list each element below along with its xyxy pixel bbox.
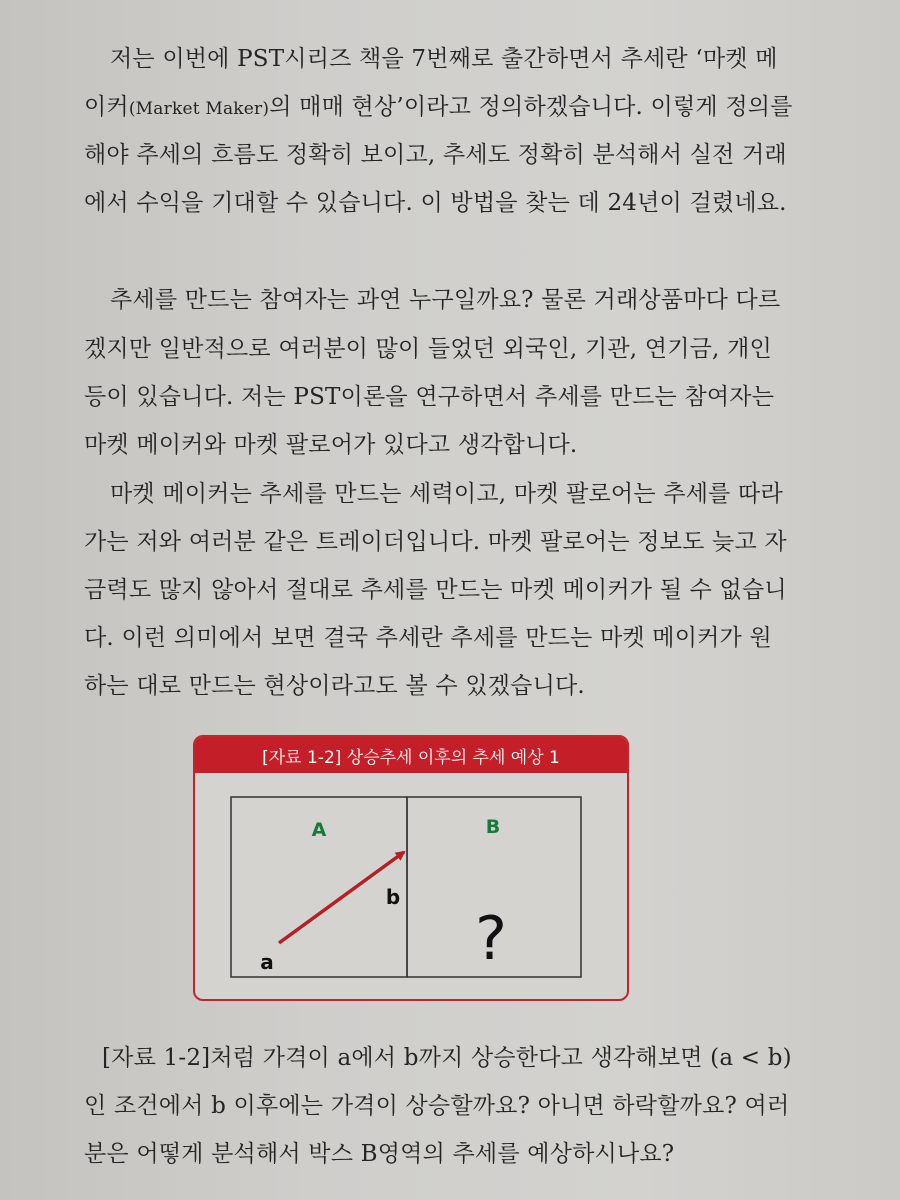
text-line: 하는 대로 만드는 현상이라고도 볼 수 있겠습니다. (84, 673, 585, 699)
text-line: 등이 있습니다. 저는 PST이론을 연구하면서 추세를 만드는 참여자는 (84, 384, 775, 410)
text-line: 다. 이런 의미에서 보면 결국 추세란 추세를 만드는 마켓 메이커가 원 (84, 625, 772, 651)
text-line: 겠지만 일반적으로 여러분이 많이 들었던 외국인, 기관, 연기금, 개인 (84, 336, 772, 362)
text-line: 해야 추세의 흐름도 정확히 보이고, 추세도 정확히 분석해서 실전 거래 (84, 142, 787, 168)
text-span: 이커 (84, 94, 129, 120)
text-line: 추세를 만드는 참여자는 과연 누구일까요? 물론 거래상품마다 다르 (110, 287, 781, 313)
text-line: 분은 어떻게 분석해서 박스 B영역의 추세를 예상하시나요? (84, 1141, 675, 1167)
text-line: [자료 1-2]처럼 가격이 a에서 b까지 상승한다고 생각해보면 (a < b) (102, 1045, 792, 1071)
question-mark: ? (475, 904, 507, 974)
text-line: 금력도 많지 않아서 절대로 추세를 만드는 마켓 메이커가 될 수 없습니 (84, 577, 787, 603)
point-a-label: a (260, 950, 274, 974)
text-line: 마켓 메이커와 마켓 팔로어가 있다고 생각합니다. (84, 432, 578, 458)
text-line: 에서 수익을 기대할 수 있습니다. 이 방법을 찾는 데 24년이 걸렸네요. (84, 190, 787, 216)
box-b-label: B (485, 816, 501, 838)
point-b-label: b (385, 885, 401, 909)
text-line: 가는 저와 여러분 같은 트레이더입니다. 마켓 팔로어는 정보도 늦고 자 (84, 529, 787, 555)
text-line: 인 조건에서 b 이후에는 가격이 상승할까요? 아니면 하락할까요? 여러 (84, 1093, 790, 1119)
text-line: 마켓 메이커는 추세를 만드는 세력이고, 마켓 팔로어는 추세를 따라 (110, 481, 783, 507)
figure-title: [자료 1-2] 상승추세 이후의 추세 예상 1 (195, 737, 627, 773)
box-a-label: A (311, 819, 327, 841)
text-span-english: (Market Maker) (128, 99, 270, 119)
text-line: 저는 이번에 PST시리즈 책을 7번째로 출간하면서 추세란 ‘마켓 메 (110, 46, 778, 72)
text-span: 의 매매 현상’이라고 정의하겠습니다. 이렇게 정의를 (269, 94, 793, 120)
